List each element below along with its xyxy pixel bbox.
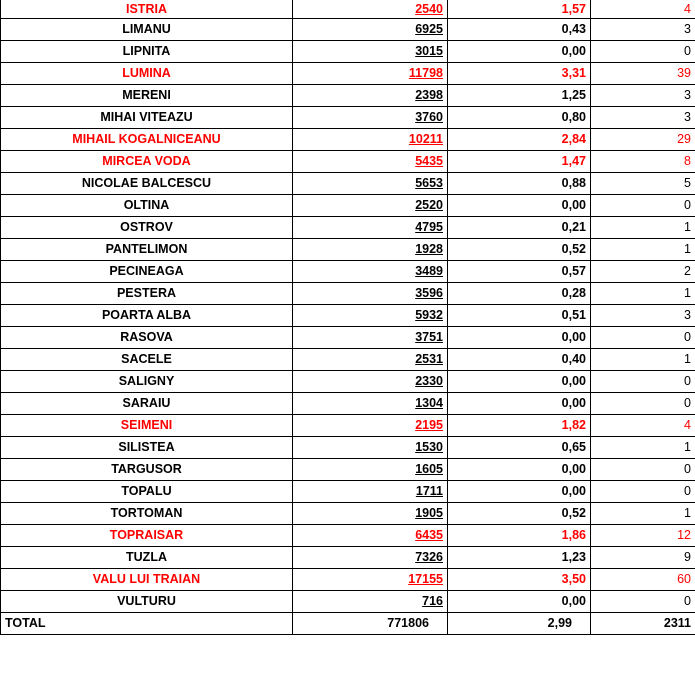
cell-cases[interactable]: 9 [591,547,695,569]
cell-population[interactable] [293,173,448,195]
table-row[interactable] [1,41,695,63]
population-value: 5435 [415,154,443,168]
population-value: 10211 [408,132,443,146]
cell-cases[interactable]: 0 [591,327,695,349]
cell-locality[interactable]: PECINEAGA [1,261,293,283]
population-value: 3015 [415,44,443,58]
table-row[interactable] [1,371,695,393]
table-row[interactable] [1,129,695,151]
cell-population[interactable] [293,283,448,305]
table-row[interactable] [1,85,695,107]
cell-rate[interactable]: 0,00 [448,459,591,481]
cell-rate[interactable]: 1,23 [448,547,591,569]
cell-rate[interactable]: 0,80 [448,107,591,129]
table-row[interactable] [1,547,695,569]
cell-cases[interactable]: 1 [591,437,695,459]
cell-rate[interactable]: 2,84 [448,129,591,151]
cell-rate[interactable]: 0,00 [448,481,591,503]
cell-rate[interactable]: 0,21 [448,217,591,239]
cell-locality[interactable]: LIMANU [1,19,293,41]
table-row[interactable] [1,173,695,195]
cell-cases[interactable]: 0 [591,41,695,63]
cell-rate[interactable]: 3,50 [448,569,591,591]
cell-locality[interactable]: MIHAIL KOGALNICEANU [1,129,293,151]
table-row[interactable] [1,327,695,349]
cell-cases[interactable]: 1 [591,349,695,371]
population-value: 6435 [415,528,443,542]
cell-rate[interactable]: 0,43 [448,19,591,41]
cell-locality[interactable]: TOPALU [1,481,293,503]
cell-cases[interactable]: 29 [591,129,695,151]
cell-cases[interactable]: 0 [591,393,695,415]
cell-locality[interactable]: NICOLAE BALCESCU [1,173,293,195]
cell-cases[interactable]: 3 [591,305,695,327]
cell-cases[interactable]: 8 [591,151,695,173]
cell-rate[interactable]: 0,00 [448,393,591,415]
table-row[interactable] [1,63,695,85]
cell-locality[interactable]: SILISTEA [1,437,293,459]
table-row[interactable] [1,437,695,459]
population-value: 11798 [408,66,443,80]
table-row[interactable] [1,261,695,283]
cell-locality[interactable]: TUZLA [1,547,293,569]
cell-cases[interactable]: 60 [591,569,695,591]
cell-locality[interactable]: PESTERA [1,283,293,305]
table-row[interactable] [1,525,695,547]
cell-cases[interactable]: 1 [591,217,695,239]
cell-cases[interactable]: 0 [591,459,695,481]
population-value: 4795 [415,220,443,234]
cell-locality[interactable]: SEIMENI [1,415,293,437]
cell-locality[interactable]: VULTURU [1,591,293,613]
population-value: 2531 [415,352,443,366]
cell-locality[interactable]: SARAIU [1,393,293,415]
cell-population[interactable] [293,151,448,173]
cell-population[interactable] [293,19,448,41]
cell-rate[interactable]: 0,52 [448,239,591,261]
cell-population[interactable] [293,415,448,437]
table-row[interactable] [1,0,695,19]
cell-rate[interactable]: 0,00 [448,41,591,63]
cell-locality[interactable]: PANTELIMON [1,239,293,261]
cell-rate[interactable]: 0,51 [448,305,591,327]
population-value: 1928 [415,242,443,256]
cell-population[interactable] [293,0,448,19]
population-value: 3596 [415,286,443,300]
population-value: 2540 [415,1,443,16]
population-value: 3751 [415,330,443,344]
cell-locality[interactable]: TORTOMAN [1,503,293,525]
cell-rate[interactable]: 1,82 [448,415,591,437]
cell-total-population[interactable]: 771806 [293,613,448,635]
cell-locality[interactable]: MIRCEA VODA [1,151,293,173]
cell-population[interactable] [293,591,448,613]
cell-rate[interactable]: 0,65 [448,437,591,459]
cell-population[interactable] [293,525,448,547]
cell-locality[interactable]: POARTA ALBA [1,305,293,327]
cell-population[interactable] [293,437,448,459]
table-row[interactable] [1,503,695,525]
cell-population[interactable] [293,107,448,129]
cell-cases[interactable]: 5 [591,173,695,195]
cell-population[interactable] [293,239,448,261]
table-row[interactable] [1,195,695,217]
cell-rate[interactable]: 1,57 [448,0,591,19]
cell-locality[interactable]: OLTINA [1,195,293,217]
cell-cases[interactable]: 0 [591,591,695,613]
population-value: 2398 [415,88,443,102]
cell-population[interactable] [293,459,448,481]
cell-population[interactable] [293,327,448,349]
cell-locality[interactable]: LUMINA [1,63,293,85]
cell-population[interactable] [293,129,448,151]
cell-locality[interactable]: VALU LUI TRAIAN [1,569,293,591]
cell-cases[interactable]: 1 [591,239,695,261]
cell-locality[interactable]: MERENI [1,85,293,107]
cell-total-rate[interactable]: 2,99 [448,613,591,635]
cell-cases[interactable]: 3 [591,85,695,107]
cell-population[interactable] [293,481,448,503]
population-value: 2330 [415,374,443,388]
table-row[interactable] [1,283,695,305]
population-value: 1530 [415,440,443,454]
cell-population[interactable] [293,569,448,591]
population-value: 7326 [415,550,443,564]
table-row[interactable] [1,459,695,481]
cell-locality[interactable]: OSTROV [1,217,293,239]
cell-population[interactable] [293,393,448,415]
cell-cases[interactable]: 39 [591,63,695,85]
cell-locality[interactable]: TOPRAISAR [1,525,293,547]
table-row[interactable] [1,305,695,327]
cell-rate[interactable]: 1,47 [448,151,591,173]
cell-rate[interactable]: 0,00 [448,591,591,613]
cell-cases[interactable]: 3 [591,107,695,129]
cell-total-cases[interactable]: 2311 [591,613,695,635]
table-row[interactable] [1,107,695,129]
table-body [1,0,695,635]
cell-cases[interactable]: 1 [591,503,695,525]
cell-population[interactable] [293,349,448,371]
table-row[interactable] [1,349,695,371]
population-value: 1605 [415,462,443,476]
cell-population[interactable] [293,195,448,217]
table-row[interactable] [1,217,695,239]
cell-cases[interactable]: 4 [591,415,695,437]
cell-population[interactable] [293,85,448,107]
cell-locality[interactable]: TARGUSOR [1,459,293,481]
population-value: 6925 [415,22,443,36]
cell-population[interactable] [293,371,448,393]
cell-population[interactable] [293,305,448,327]
population-value: 716 [422,594,443,608]
cell-cases[interactable]: 12 [591,525,695,547]
table-total-row[interactable] [1,613,695,635]
cell-rate[interactable]: 0,00 [448,371,591,393]
cell-cases[interactable]: 0 [591,481,695,503]
cell-locality[interactable]: MIHAI VITEAZU [1,107,293,129]
cell-population[interactable] [293,547,448,569]
table-row[interactable] [1,591,695,613]
cell-locality[interactable]: SACELE [1,349,293,371]
table-row[interactable] [1,415,695,437]
cell-rate[interactable]: 0,00 [448,327,591,349]
population-value: 5932 [415,308,443,322]
cell-population[interactable] [293,41,448,63]
cell-cases[interactable]: 2 [591,261,695,283]
population-value: 5653 [415,176,443,190]
cell-rate[interactable]: 3,31 [448,63,591,85]
population-value: 1905 [415,506,443,520]
table-row[interactable] [1,19,695,41]
cell-cases[interactable]: 1 [591,283,695,305]
table-row[interactable] [1,393,695,415]
population-value: 2195 [415,418,443,432]
population-value: 17155 [408,572,443,586]
cell-rate[interactable]: 0,57 [448,261,591,283]
cell-rate[interactable]: 0,28 [448,283,591,305]
cell-rate[interactable]: 1,86 [448,525,591,547]
cell-population[interactable] [293,261,448,283]
cell-rate[interactable]: 0,52 [448,503,591,525]
cell-rate[interactable]: 0,88 [448,173,591,195]
cell-locality[interactable]: RASOVA [1,327,293,349]
table-row[interactable] [1,481,695,503]
cell-rate[interactable]: 0,40 [448,349,591,371]
cell-rate[interactable]: 0,00 [448,195,591,217]
table-row[interactable] [1,569,695,591]
cell-locality[interactable]: LIPNITA [1,41,293,63]
population-value: 3760 [415,110,443,124]
cell-cases[interactable]: 0 [591,195,695,217]
cell-cases[interactable]: 0 [591,371,695,393]
cell-total-label[interactable]: TOTAL [1,613,293,635]
cell-cases[interactable]: 3 [591,19,695,41]
cell-population[interactable] [293,503,448,525]
cell-population[interactable] [293,217,448,239]
cell-rate[interactable]: 1,25 [448,85,591,107]
population-value: 1304 [415,396,443,410]
population-value: 3489 [415,264,443,278]
population-value: 1711 [415,484,443,498]
cell-cases[interactable]: 4 [591,0,695,19]
cell-locality[interactable]: SALIGNY [1,371,293,393]
cell-population[interactable] [293,63,448,85]
table-row[interactable] [1,151,695,173]
table-row[interactable] [1,239,695,261]
cell-locality[interactable]: ISTRIA [1,0,293,19]
population-value: 2520 [415,198,443,212]
